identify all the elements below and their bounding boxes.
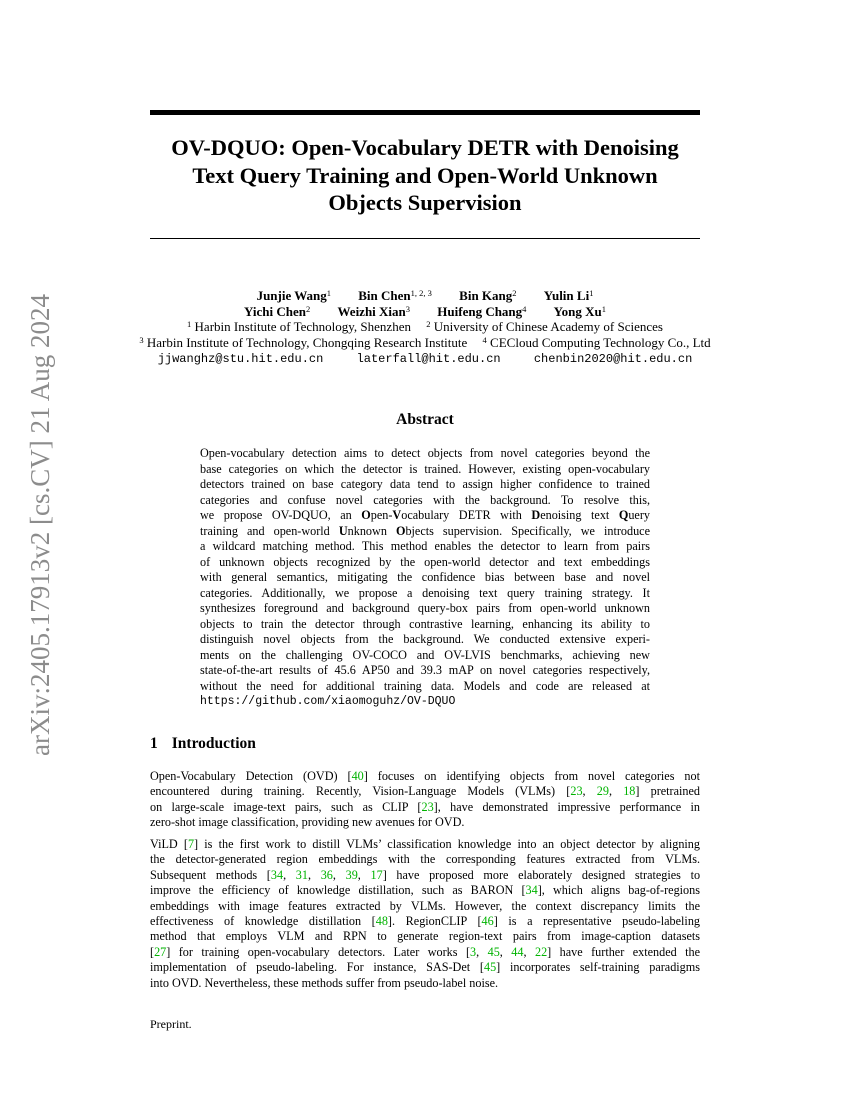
title-line: Objects Supervision <box>328 190 522 215</box>
citation-link[interactable]: 34 <box>525 883 538 898</box>
citation-link[interactable]: 31 <box>295 867 308 882</box>
citation-link[interactable]: 48 <box>375 913 388 928</box>
affiliation: University of Chinese Academy of Sciences <box>433 319 663 334</box>
author-affiliation-mark: 4 <box>522 303 527 314</box>
preprint-footnote: Preprint. <box>150 1017 192 1031</box>
author-affiliation-mark: 2 <box>306 303 311 314</box>
section-number: 1 <box>150 735 158 752</box>
section-title: Introduction <box>171 735 256 752</box>
title-line: Text Query Training and Open-World Unknown <box>192 162 658 188</box>
author-affiliation-mark: 1, 2, 3 <box>410 288 432 298</box>
citation-link[interactable]: 17 <box>370 867 383 882</box>
email-row <box>100 350 750 368</box>
paragraph-line: improve the efficiency of knowledge distillation, such as BARON [34], which aligns bag-of-regions <box>150 883 700 898</box>
title-top-rule <box>150 110 700 115</box>
title-bottom-rule <box>150 238 700 239</box>
abstract-line: we propose OV-DQUO, an Open-Vocabulary DETR with Denoising text Query <box>200 508 650 522</box>
abstract-line: detectors trained on base category data tend to assign higher confidence to trained <box>200 477 650 491</box>
affiliation-row <box>100 335 750 351</box>
affiliation: CECloud Computing Technology Co., Ltd <box>490 334 711 350</box>
paragraph-line: Open-Vocabulary Detection (OVD) [40] focuses on identifying objects from novel categories not <box>150 769 700 783</box>
abstract-line: categories. Additionally, we propose a denoising text query training strategy. It <box>200 585 650 600</box>
citation-link[interactable]: 40 <box>351 769 364 783</box>
abstract-heading: Abstract <box>396 411 454 428</box>
affiliation-number: 4 <box>482 334 487 345</box>
paragraph-line: Subsequent methods [34, 31, 36, 39, 17] have proposed more elaborately designed strategies to <box>150 867 701 882</box>
paragraph-line: implementation of pseudo-labeling. For instance, SAS-Det [45] incorporates self-training paradigms <box>150 960 700 975</box>
citation-link[interactable]: 34 <box>270 867 284 882</box>
paper-title <box>150 134 700 217</box>
author-block <box>100 288 750 368</box>
arxiv-identifier[interactable]: arXiv:2405.17913v2 [cs.CV] 21 Aug 2024 <box>25 294 55 756</box>
author-affiliation-mark: 1 <box>601 303 606 314</box>
affiliation-row <box>100 319 750 335</box>
author-email[interactable]: jjwanghz@stu.hit.edu.cn <box>157 352 324 366</box>
author-email[interactable]: laterfall@hit.edu.cn <box>356 352 501 366</box>
abstract-line: distinguish novel objects from the background. We conducted extensive experi- <box>200 632 650 646</box>
intro-paragraph-2 <box>150 837 700 991</box>
abstract-line: without the need for additional training data. Models and code are released at <box>200 678 650 693</box>
author-name: Bin Kang <box>459 288 513 303</box>
paragraph-line: embeddings with image features extracted by VLMs. However, the context discrepancy limits the <box>150 898 700 913</box>
citation-link[interactable]: 22 <box>534 944 548 959</box>
author-name: Weizhi Xian <box>337 303 406 319</box>
citation-link[interactable]: 18 <box>623 784 636 799</box>
abstract-body <box>200 446 650 710</box>
abstract-line: base categories on which the detector is trained. However, existing open-vocabulary <box>200 461 650 476</box>
citation-link[interactable]: 46 <box>481 913 494 928</box>
citation-link[interactable]: 7 <box>187 837 195 851</box>
author-affiliation-mark: 1 <box>589 288 594 298</box>
affiliation: Harbin Institute of Technology, Shenzhen <box>194 319 411 334</box>
title-line: OV-DQUO: Open-Vocabulary DETR with Denoising <box>171 135 679 160</box>
intro-paragraph-1 <box>150 769 700 831</box>
abstract-line: a wildcard matching method. This method enables the detector to learn from pairs <box>200 539 650 553</box>
citation-link[interactable]: 45 <box>483 960 497 975</box>
citation-link[interactable]: 23 <box>570 784 583 799</box>
citation-link[interactable]: 23 <box>421 799 434 814</box>
citation-link[interactable]: 39 <box>345 867 358 882</box>
affiliation-number: 2 <box>426 319 431 329</box>
paragraph-line: ViLD [7] is the first work to distill VLMs’ classification knowledge into an object detector by aligning <box>150 837 700 851</box>
citation-link[interactable]: 29 <box>596 784 609 799</box>
abstract-line: categories and confuse novel categories with the background. To resolve this, <box>200 492 650 507</box>
abstract-line: ments on the challenging OV-COCO and OV-LVIS benchmarks, achieving new <box>200 647 650 662</box>
paragraph-line: method that employs VLM and RPN to generate region-text pairs from image-caption datasets <box>150 929 700 944</box>
author-affiliation-mark: 3 <box>405 303 411 314</box>
author-name: Huifeng Chang <box>437 303 523 319</box>
author-name: Junjie Wang <box>256 288 327 303</box>
paragraph-line: into OVD. Nevertheless, these methods suffer from pseudo-label noise. <box>150 975 499 990</box>
abstract-line: synthesizes foreground and background query-box pairs from open-world unknown <box>200 601 650 615</box>
citation-link[interactable]: 45 <box>487 944 500 959</box>
paragraph-line: the detector-generated region embeddings with the corresponding features extracted from VLMs. <box>150 852 700 867</box>
citation-link[interactable]: 36 <box>320 867 333 882</box>
author-row <box>100 288 750 304</box>
citation-link[interactable]: 27 <box>154 944 167 959</box>
abstract-line: of unknown objects recognized by the open-world detector and text embeddings <box>200 554 650 569</box>
citation-link[interactable]: 44 <box>511 944 524 959</box>
abstract-line: with general semantics, mitigating the confidence bias between base and novel <box>200 570 650 584</box>
arxiv-sidebar <box>20 270 60 780</box>
citation-link[interactable]: 3 <box>470 944 477 959</box>
abstract-line: Open-vocabulary detection aims to detect objects from novel categories beyond the <box>200 446 650 460</box>
paragraph-line: zero-shot image classification, providing new avenues for OVD. <box>150 815 465 830</box>
section-heading-introduction <box>150 735 256 753</box>
paragraph-line: on large-scale image-text pairs, such as CLIP [23], have demonstrated impressive performance in <box>150 799 700 814</box>
author-name: Yichi Chen <box>244 303 307 319</box>
affiliation-number: 3 <box>139 334 144 345</box>
author-affiliation-mark: 2 <box>512 288 517 298</box>
affiliation: Harbin Institute of Technology, Chongqing Research Institute <box>146 334 468 350</box>
paragraph-line: encountered during training. Recently, Vision-Language Models (VLMs) [23, 29, 18] pretrained <box>150 784 701 799</box>
author-name: Bin Chen <box>358 288 411 303</box>
paragraph-line: [27] for training open-vocabulary detectors. Later works [3, 45, 44, 22] have further extended the <box>150 944 701 959</box>
author-name: Yong Xu <box>553 303 602 319</box>
abstract-line: training and open-world Unknown Objects supervision. Specifically, we introduce <box>200 523 650 538</box>
abstract-line: state-of-the-art results of 45.6 AP50 and 39.3 mAP on novel categories respectively, <box>200 663 650 677</box>
author-affiliation-mark: 1 <box>326 288 332 298</box>
abstract-line: objects to train the detector through contrastive learning, enhancing its ability to <box>200 616 650 631</box>
code-url-link[interactable]: https://github.com/xiaomoguhz/OV-DQUO <box>200 695 456 708</box>
author-email[interactable]: chenbin2020@hit.edu.cn <box>533 352 693 366</box>
author-row <box>100 304 750 320</box>
affiliation-number: 1 <box>187 319 192 329</box>
paragraph-line: effectiveness of knowledge distillation [48]. RegionCLIP [46] is a representative pseudo-labeling <box>150 913 701 928</box>
author-name: Yulin Li <box>543 288 590 303</box>
